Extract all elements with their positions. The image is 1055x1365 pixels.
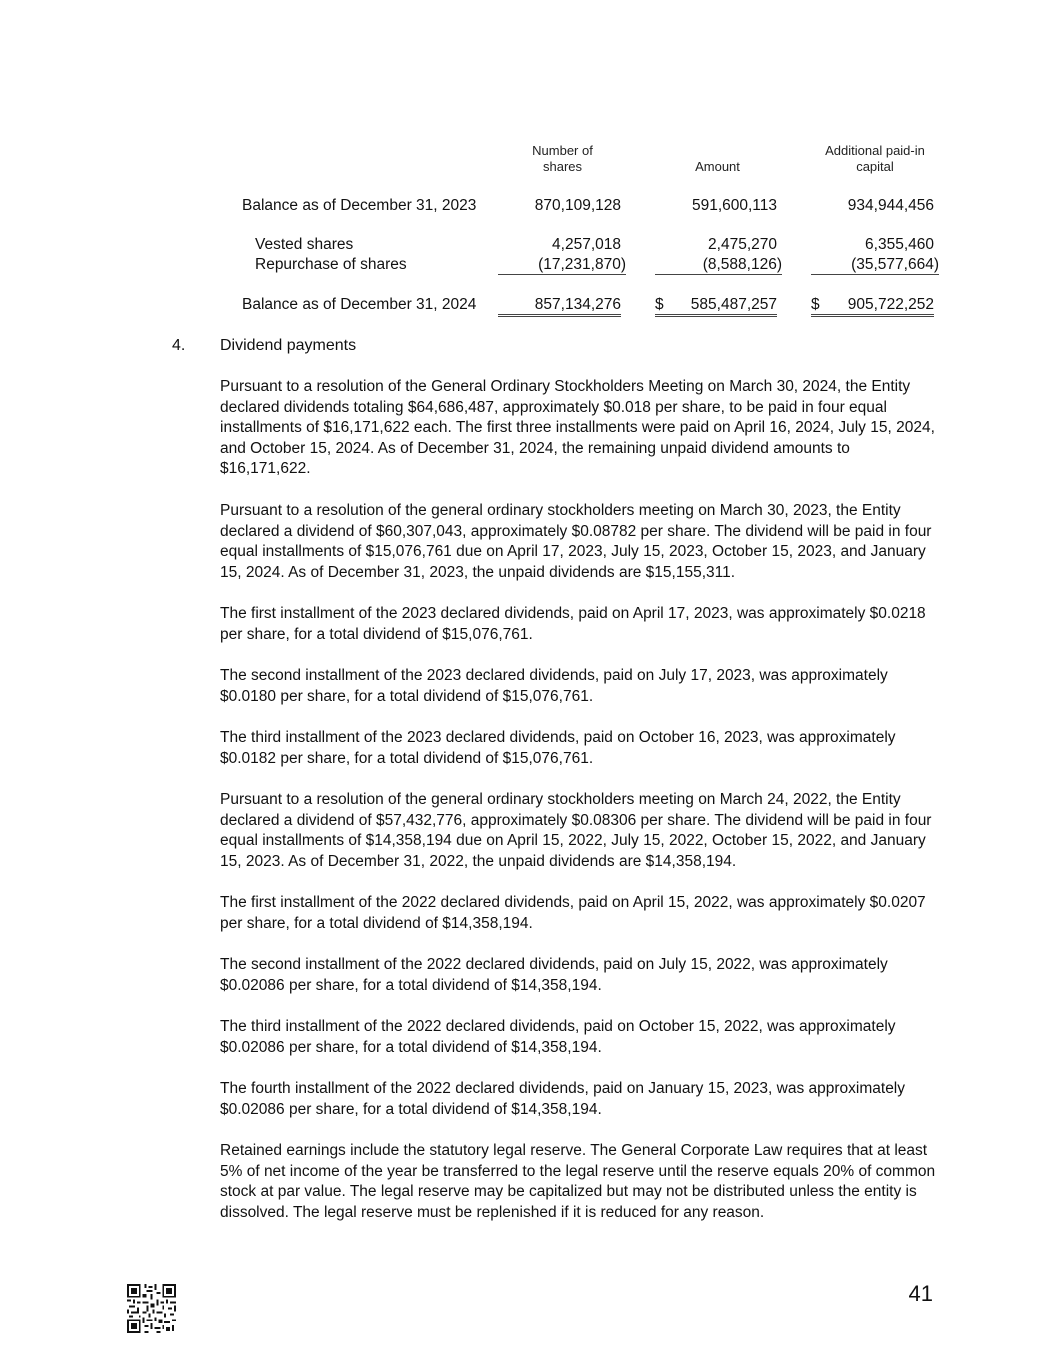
paragraph-dividends-2023: Pursuant to a resolution of the general ordinary stockholders meeting on March 30, 2023, the Entity declared a dividend of $60,307,043, approximately $0.08782 per share. The dividend will be paid in four equal installments of $15,076,761 due on April 17, 2023, July 15, 2023, October 15, 2023, and January 15, 2024. As of December 31, 2023, the unpaid dividends are $15,155,311. [220, 502, 932, 581]
paragraph-2022-third-installment: The third installment of the 2022 declared dividends, paid on October 15, 2022, was approximately $0.02086 per share, for a total dividend of $14,358,194. [220, 1018, 896, 1056]
qr-code-icon [127, 1284, 176, 1333]
row-label-repurchase: Repurchase of shares [255, 256, 407, 273]
row-amount-balance-2024: 585,487,257 [690, 296, 777, 313]
row-amount-repurchase: (8,588,126) [655, 255, 782, 275]
section-number: 4. [172, 337, 186, 354]
currency-symbol: $ [655, 296, 664, 313]
header-shares-line1: Number of [532, 143, 593, 158]
row-label-balance-2024: Balance as of December 31, 2024 [242, 296, 477, 313]
row-apic-repurchase: (35,577,664) [811, 255, 939, 275]
paragraph-2022-first-installment: The first installment of the 2022 declared dividends, paid on April 15, 2022, was approximately $0.0207 per share, for a total dividend of $14,358,194. [220, 894, 926, 932]
page-number: 41 [908, 1281, 933, 1306]
row-shares-vested: 4,257,018 [552, 236, 621, 253]
row-label-balance-2023: Balance as of December 31, 2023 [242, 197, 477, 214]
header-apic-line1: Additional paid-in [825, 143, 925, 158]
header-shares-line2: shares [542, 159, 583, 174]
row-shares-balance-2024: 857,134,276 [498, 295, 621, 317]
section-title: Dividend payments [220, 337, 357, 354]
paragraph-dividends-2022: Pursuant to a resolution of the general ordinary stockholders meeting on March 24, 2022, the Entity declared a dividend of $57,432,776, approximately $0.08306 per share. The dividend will be paid in four equal installments of $14,358,194 due on April 15, 2022, July 15, 2022, October 15, 2022, and January 15, 2023. As of December 31, 2022, the unpaid dividends are $14,358,194. [220, 791, 932, 870]
row-apic-balance-2023: 934,944,456 [847, 197, 934, 214]
paragraph-2023-third-installment: The third installment of the 2023 declared dividends, paid on October 16, 2023, was approximately $0.0182 per share, for a total dividend of $15,076,761. [220, 729, 896, 767]
row-apic-vested: 6,355,460 [865, 236, 934, 253]
header-apic [810, 143, 940, 175]
row-amount-balance-2024-cell [655, 295, 777, 317]
header-apic-line2: capital [856, 159, 894, 174]
row-label-vested: Vested shares [255, 236, 354, 253]
row-apic-balance-2024: 905,722,252 [847, 296, 934, 313]
paragraph-2023-second-installment: The second installment of the 2023 declared dividends, paid on July 17, 2023, was approximately $0.0180 per share, for a total dividend of $15,076,761. [220, 667, 888, 705]
paragraph-dividends-2024: Pursuant to a resolution of the General Ordinary Stockholders Meeting on March 30, 2024, the Entity declared dividends totaling $64,686,487, approximately $0.018 per share, to be paid in four equal installments of $16,171,622 each. The first three installments were paid on April 16, 2024, July 15, 2024, and October 15, 2024. As of December 31, 2024, the remaining unpaid dividend amounts to $16,171,622. [220, 378, 935, 478]
row-amount-vested: 2,475,270 [708, 236, 777, 253]
paragraph-legal-reserve: Retained earnings include the statutory legal reserve. The General Corporate Law requires that at least 5% of net income of the year be transferred to the legal reserve until the reserve equals 20% of common stock at par value. The legal reserve may be capitalized but may not be distributed unless the entity is dissolved. The legal reserve must be replenished if it is reduced for any reason. [220, 1142, 936, 1221]
row-shares-repurchase: (17,231,870) [498, 255, 626, 275]
currency-symbol: $ [811, 296, 820, 313]
header-shares [500, 143, 625, 175]
paragraph-2022-fourth-installment: The fourth installment of the 2022 declared dividends, paid on January 15, 2023, was approximately $0.02086 per share, for a total dividend of $14,358,194. [220, 1080, 906, 1118]
header-amount: Amount [695, 159, 740, 174]
paragraph-2023-first-installment: The first installment of the 2023 declared dividends, paid on April 17, 2023, was approximately $0.0218 per share, for a total dividend of $15,076,761. [220, 605, 926, 643]
paragraph-2022-second-installment: The second installment of the 2022 declared dividends, paid on July 15, 2022, was approximately $0.02086 per share, for a total dividend of $14,358,194. [220, 956, 888, 994]
row-amount-balance-2023: 591,600,113 [691, 197, 777, 214]
row-apic-balance-2024-cell [811, 295, 934, 317]
row-shares-balance-2023: 870,109,128 [534, 197, 621, 214]
